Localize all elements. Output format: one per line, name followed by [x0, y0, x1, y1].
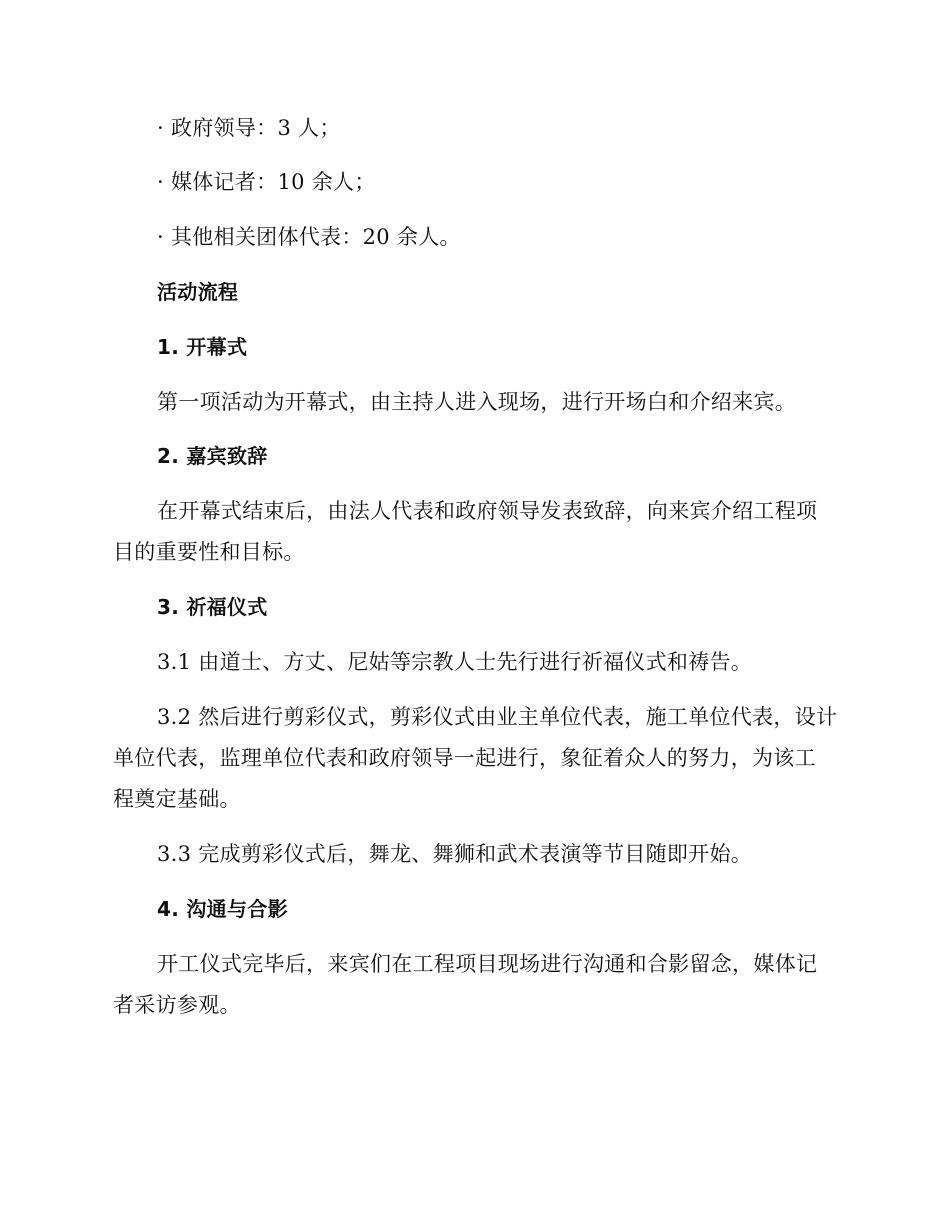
paragraph-communication-line1: 开工仪式完毕后，来宾们在工程项目现场进行沟通和合影留念，媒体记: [157, 952, 818, 976]
paragraph-opening-ceremony: 第一项活动为开幕式，由主持人进入现场，进行开场白和介绍来宾。: [157, 390, 796, 414]
paragraph-blessing-3-2-line2: 单位代表，监理单位代表和政府领导一起进行，象征着众人的努力，为该工: [113, 746, 816, 770]
attendee-item-media: · 媒体记者：10 余人；: [157, 170, 376, 194]
paragraph-blessing-3-2-line1: 3.2 然后进行剪彩仪式，剪彩仪式由业主单位代表，施工单位代表，设计: [157, 705, 838, 729]
paragraph-blessing-3-3: 3.3 完成剪彩仪式后，舞龙、舞狮和武术表演等节目随即开始。: [157, 842, 753, 866]
heading-communication-photo: 4. 沟通与合影: [157, 897, 288, 921]
attendee-item-government: · 政府领导：3 人；: [157, 116, 341, 140]
paragraph-blessing-3-2-line3: 程奠定基础。: [113, 787, 241, 811]
paragraph-guest-speech-line1: 在开幕式结束后，由法人代表和政府领导发表致辞，向来宾介绍工程项: [157, 499, 818, 523]
heading-guest-speech: 2. 嘉宾致辞: [157, 444, 268, 468]
attendee-item-others: · 其他相关团体代表：20 余人。: [157, 225, 461, 249]
paragraph-guest-speech-line2: 目的重要性和目标。: [113, 540, 305, 564]
section-heading-process: 活动流程: [157, 280, 239, 304]
heading-blessing-ceremony: 3. 祈福仪式: [157, 595, 268, 619]
paragraph-communication-line2: 者采访参观。: [113, 993, 241, 1017]
heading-opening-ceremony: 1. 开幕式: [157, 335, 248, 359]
paragraph-blessing-3-1: 3.1 由道士、方丈、尼姑等宗教人士先行进行祈福仪式和祷告。: [157, 650, 753, 674]
